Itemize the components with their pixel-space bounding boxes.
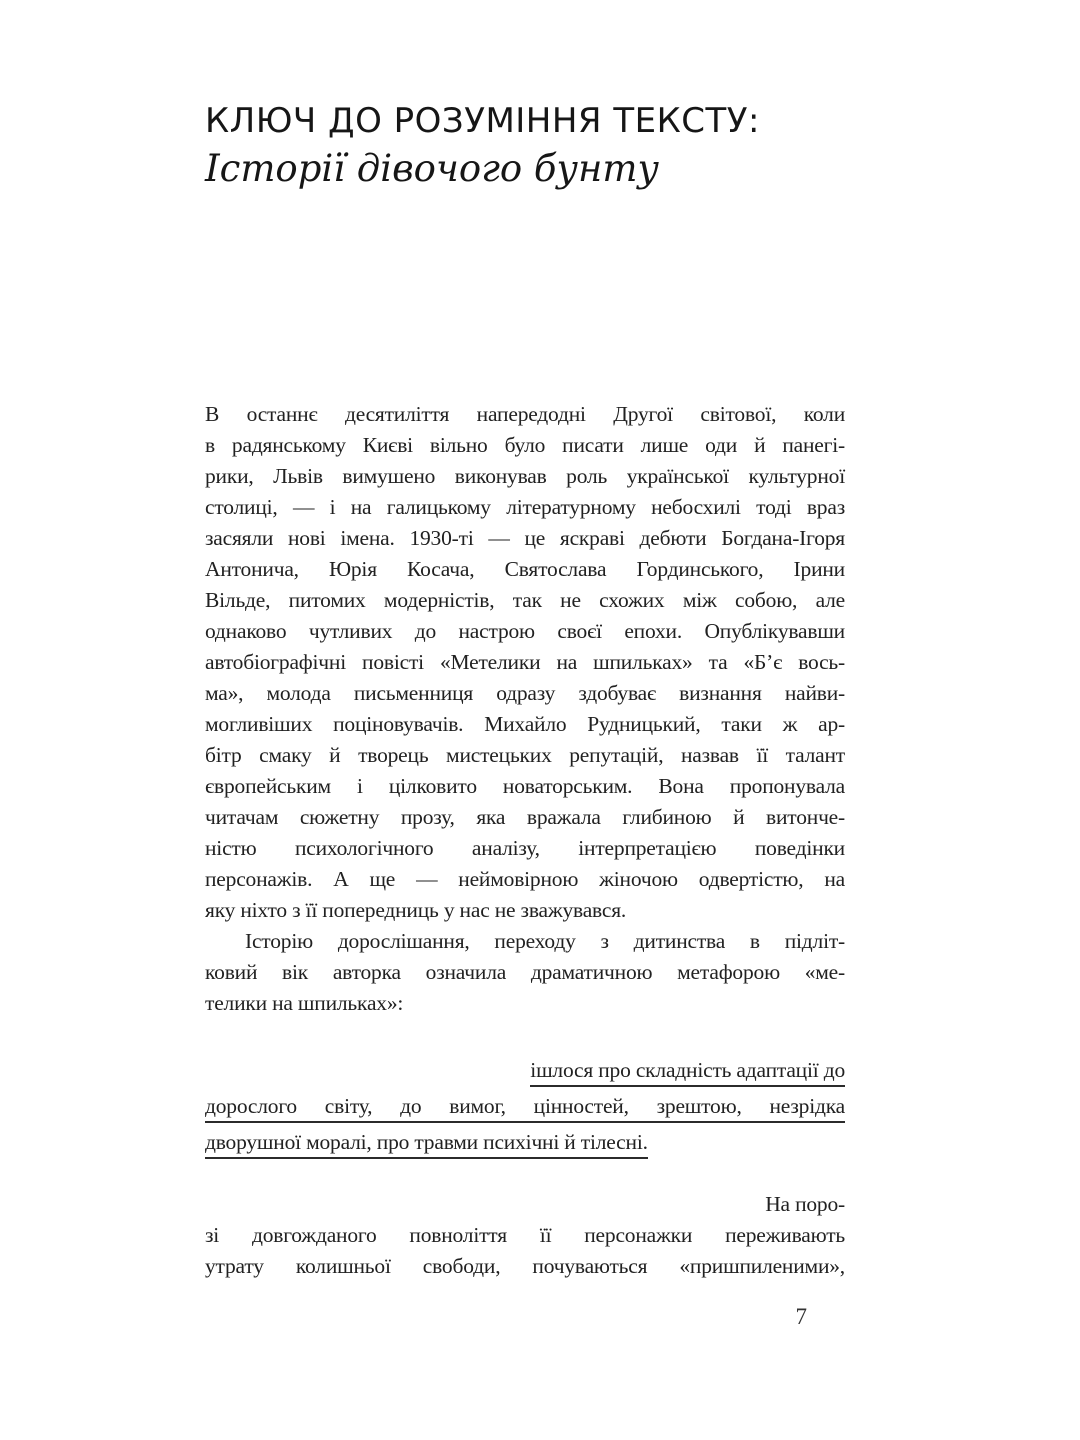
text-line: В останнє десятиліття напередодні Другої світової, коли [205,402,845,426]
paragraph-continuation [205,1189,845,1282]
page-body [205,399,845,1282]
text-line: На поро- [765,1192,845,1216]
text-line: утрату колишньої свободи, почуваються «пришпиленими», [205,1254,845,1278]
paragraph-metaphor [205,926,845,1019]
underlined-text: дорослого світу, до вимог, цінностей, зрештою, незрідка [205,1094,845,1123]
text-line: телики на шпильках»: [205,991,404,1015]
text-line: могливіших поціновувачів. Михайло Рудницький, таки ж ар- [205,712,845,736]
text-line: столиці, — і на галицькому літературному небосхилі тоді враз [205,495,845,519]
quote-line [205,1088,845,1124]
chapter-subtitle: Історії дівочого бунту [205,146,659,190]
chapter-header [205,100,845,191]
text-line: ма», молода письменниця одразу здобуває визнання найви- [205,681,845,705]
quote-line [205,1124,845,1160]
text-line: бітр смаку й творець мистецьких репутацій, назвав її талант [205,743,845,767]
text-line: ністю психологічного аналізу, інтерпретацією поведінки [205,836,845,860]
text-line: засяяли нові імена. 1930-ті — це яскраві дебюти Богдана-Ігоря [205,526,845,550]
text-line: в радянському Києві вільно було писати лише оди й панегі- [205,433,845,457]
text-line: автобіографічні повісті «Метелики на шпильках» та «Б’є вось- [205,650,845,674]
underlined-text: ішлося про складність адаптації до [530,1058,845,1087]
chapter-title: КЛЮЧ ДО РОЗУМІННЯ ТЕКСТУ: [205,101,760,141]
page-number: 7 [795,1304,807,1329]
text-line: Вільде, питомих модерністів, так не схожих між собою, але [205,588,845,612]
text-line: яку ніхто з її попередниць у нас не зважувався. [205,898,627,922]
text-line: європейським і цілковито новаторським. Вона пропонувала [205,774,845,798]
text-line: читачам сюжетну прозу, яка вражала глибиною й витонче- [205,805,845,829]
paragraph-continuation-tail [205,1220,845,1282]
text-line: зі довгожданого повноліття її персонажки переживають [205,1223,845,1247]
text-line: персонажів. А ще — неймовірною жіночою одвертістю, на [205,867,845,891]
blockquote [205,1052,845,1160]
quote-line [205,1052,845,1088]
text-line: Антонича, Юрія Косача, Святослава Гординського, Ірини [205,557,845,581]
text-line: однаково чутливих до настрою своєї епохи. Опублікувавши [205,619,845,643]
paragraph-intro [205,399,845,926]
text-line: Історію дорослішання, переходу з дитинства в підліт- [245,929,845,953]
underlined-text: дворушної моралі, про травми психічні й тілесні. [205,1130,648,1159]
text-line: ковий вік авторка означила драматичною метафорою «ме- [205,960,845,984]
text-line: рики, Львів вимушено виконував роль української культурної [205,464,845,488]
